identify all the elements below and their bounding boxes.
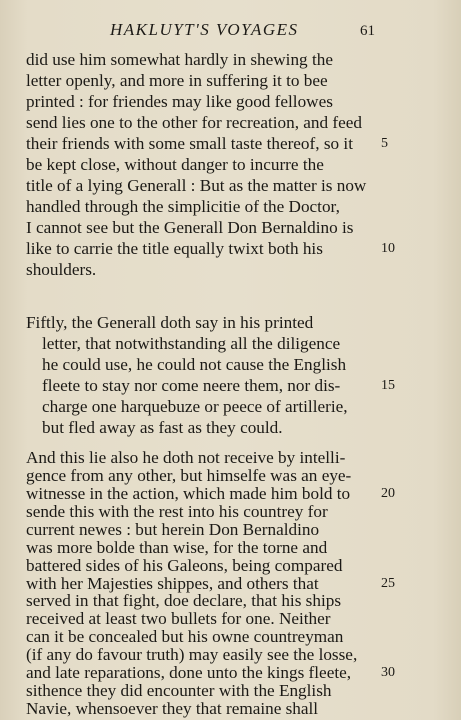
text-line: was more bolde than wise, for the torne and	[26, 537, 328, 557]
text-line: And this lie also he doth not receive by intelli-	[26, 448, 346, 467]
text-line: sithence they did encounter with the English	[26, 681, 332, 701]
line-number: 25	[381, 575, 395, 591]
text-line: their friends with some small taste thereof, so it	[26, 134, 353, 153]
page-number: 61	[360, 23, 375, 39]
text-line: fleete to stay nor come neere them, nor dis-	[42, 376, 341, 395]
text-line: Fiftly, the Generall doth say in his printed	[26, 313, 314, 332]
text-line: current newes : but herein Don Bernaldino	[26, 519, 320, 539]
text-line: did use him somewhat hardly in shewing the	[26, 50, 333, 69]
text-line: letter openly, and more in suffering it to bee	[26, 71, 328, 90]
line-number: 10	[381, 241, 395, 256]
text-line: but fled away as fast as they could.	[42, 418, 283, 437]
text-line: handled through the simplicitie of the Doctor,	[26, 197, 340, 216]
text-line: like to carrie the title equally twixt both his	[26, 239, 323, 258]
text-line: (if any do favour truth) may easily see the losse,	[26, 645, 358, 665]
text-line: can it be concealed but his owne countreyman	[26, 627, 344, 647]
line-number: 15	[381, 378, 395, 393]
line-number: 30	[381, 665, 395, 681]
text-line: letter, that notwithstanding all the diligence	[42, 334, 341, 353]
running-title: HAKLUYT'S VOYAGES	[110, 20, 299, 39]
line-number: 5	[381, 136, 388, 151]
text-line: send lies one to the other for recreation, and feed	[26, 113, 362, 132]
text-line: printed : for friendes may like good fellowes	[26, 92, 333, 111]
text-line: sende this with the rest into his countrey for	[26, 501, 328, 521]
text-line: with her Majesties shippes, and others that	[26, 573, 319, 593]
text-line: I cannot see but the Generall Don Bernaldino is	[26, 218, 354, 237]
text-line: shoulders.	[26, 260, 97, 279]
text-line: served in that fight, doe declare, that his ships	[26, 591, 342, 611]
text-line: charge one harquebuze or peece of artillerie,	[42, 397, 348, 416]
text-line: he could use, he could not cause the English	[42, 355, 347, 374]
text-line: be kept close, without danger to incurre the	[26, 155, 324, 174]
text-line: gence from any other, but himselfe was an eye-	[26, 465, 352, 485]
line-number: 20	[381, 485, 395, 501]
text-line: Navie, whensoever they that remaine shall	[26, 699, 319, 718]
text-line: title of a lying Generall : But as the matter is now	[26, 176, 367, 195]
text-line: and late reparations, done unto the kings fleete,	[26, 663, 352, 683]
text-line: received at least two bullets for one. Neither	[26, 609, 331, 629]
text-line: battered sides of his Galeons, being compared	[26, 555, 343, 575]
text-line: witnesse in the action, which made him bold to	[26, 483, 351, 503]
